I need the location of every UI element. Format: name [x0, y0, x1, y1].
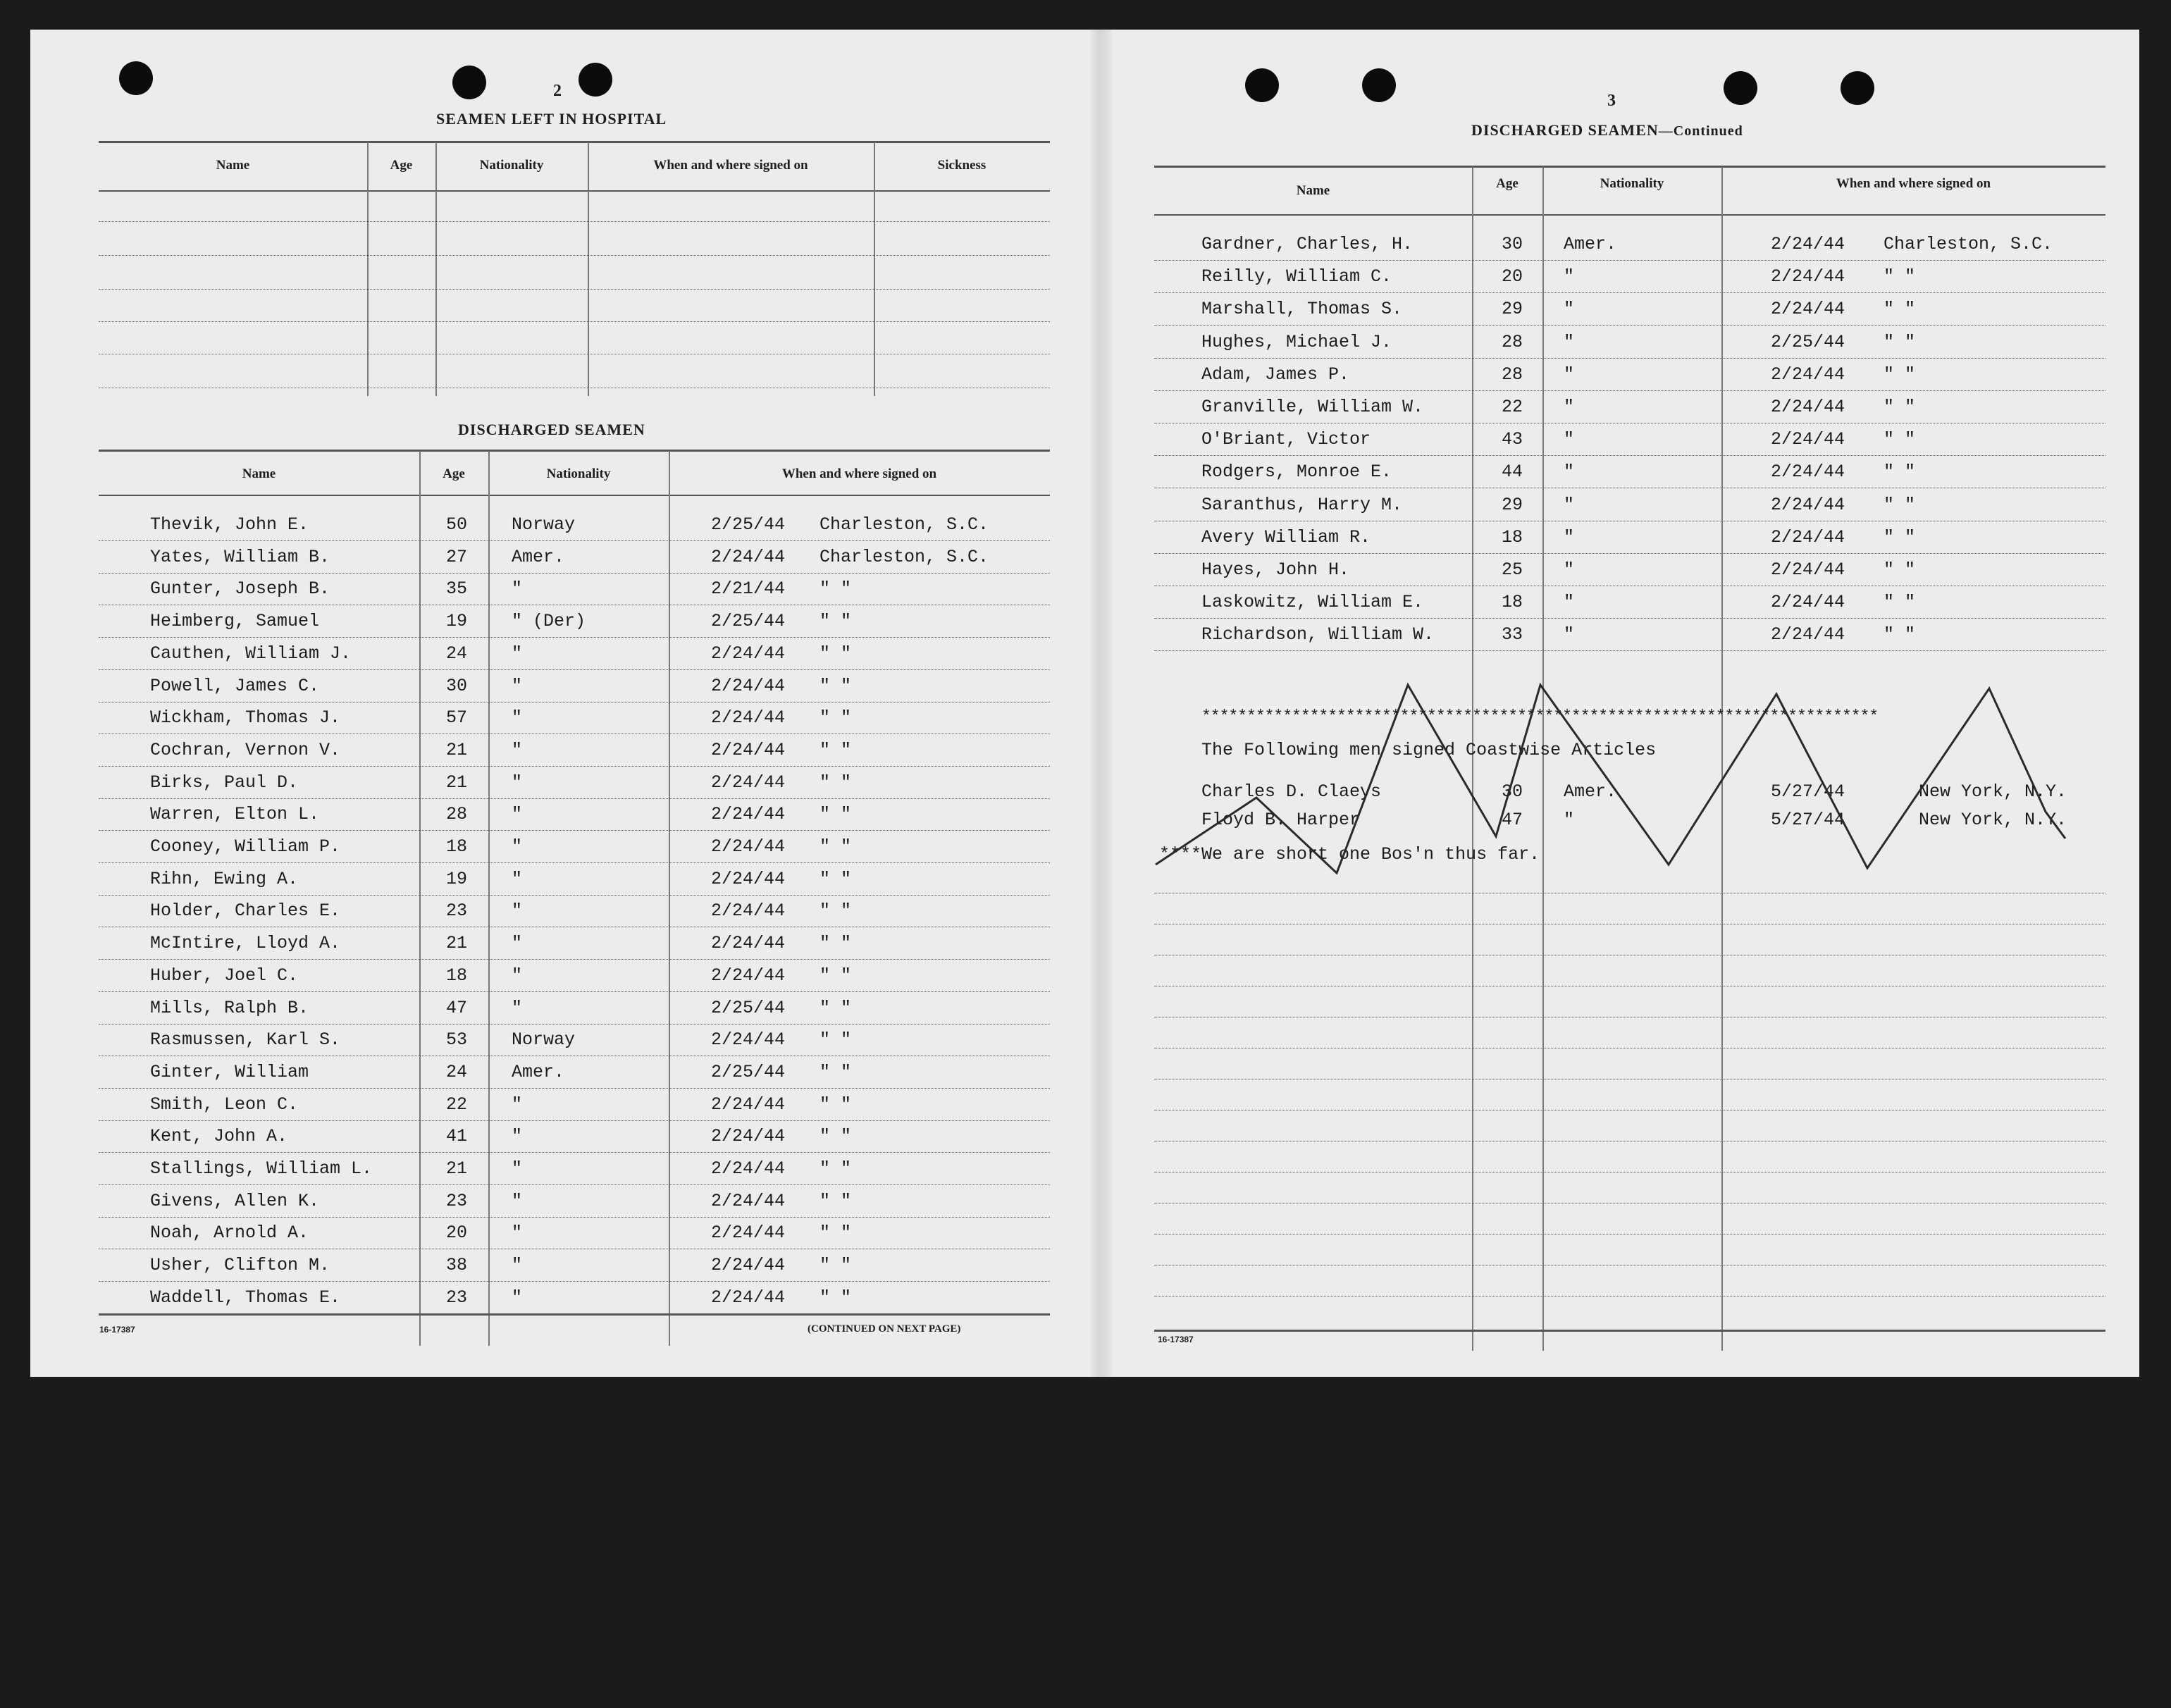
signed-on-date: 5/27/44 — [1771, 781, 1845, 802]
signed-on-place: " " — [1884, 495, 1916, 515]
signed-on-place: " " — [819, 869, 852, 889]
table-row — [30, 397, 2139, 425]
seaman-age: 50 — [446, 514, 468, 535]
signed-on-date: 2/24/44 — [711, 901, 786, 921]
discharged-col-when-where-header: When and where signed on — [781, 466, 937, 481]
signed-on-date: 2/24/44 — [1771, 266, 1845, 287]
signed-on-place: " " — [819, 1126, 852, 1146]
seaman-age: 19 — [446, 611, 468, 631]
seaman-name: Mills, Ralph B. — [150, 998, 309, 1018]
seaman-name: Gardner, Charles, H. — [1201, 234, 1414, 254]
ruled-line — [1154, 292, 2105, 293]
signed-on-date: 2/24/44 — [711, 740, 786, 760]
page-number: 3 — [1607, 92, 1616, 110]
table-row — [30, 495, 2139, 523]
table-row — [30, 332, 2139, 360]
signed-on-place: " " — [819, 965, 852, 986]
seaman-nationality: " — [1564, 266, 1575, 287]
signed-on-place: " " — [819, 901, 852, 921]
hospital-col-nationality-header: Nationality — [479, 158, 544, 173]
seaman-name: Rihn, Ewing A. — [150, 869, 299, 889]
seaman-nationality: " — [512, 772, 523, 793]
seaman-nationality: Amer. — [1564, 234, 1617, 254]
table-row — [30, 527, 2139, 555]
seaman-nationality: " — [512, 804, 523, 824]
seaman-name: Kent, John A. — [150, 1126, 288, 1146]
signed-on-date: 2/24/44 — [1771, 299, 1845, 319]
signed-on-place: New York, N.Y. — [1919, 781, 2067, 802]
coastwise-note: The Following men signed Coastwise Articles — [1201, 740, 1657, 760]
seaman-nationality: Amer. — [512, 547, 565, 567]
signed-on-place: " " — [819, 804, 852, 824]
signed-on-date: 2/24/44 — [711, 1287, 786, 1308]
signed-on-place: " " — [819, 1287, 852, 1308]
seaman-nationality: " — [512, 1158, 523, 1179]
page-title — [1471, 121, 1743, 140]
seaman-age: 47 — [1502, 810, 1523, 830]
signed-on-date: 2/24/44 — [711, 1255, 786, 1275]
seaman-nationality: " — [512, 707, 523, 728]
ruled-line — [1154, 455, 2105, 456]
ruled-line — [1154, 325, 2105, 326]
seaman-name: Adam, James P. — [1201, 364, 1350, 385]
signed-on-place: Charleston, S.C. — [819, 547, 989, 567]
signed-on-place: " " — [819, 611, 852, 631]
ruled-line — [1154, 618, 2105, 619]
seaman-age: 57 — [446, 707, 468, 728]
signed-on-place: " " — [819, 1029, 852, 1050]
ruled-line — [1154, 1296, 2105, 1297]
signed-on-place: " " — [819, 1255, 852, 1275]
seaman-nationality: " — [512, 676, 523, 696]
hospital-col-name-header: Name — [216, 158, 250, 173]
title-suffix: —Continued — [1658, 123, 1743, 139]
signed-on-date: 2/24/44 — [711, 547, 786, 567]
signed-on-date: 2/24/44 — [1771, 592, 1845, 612]
signed-on-date: 2/21/44 — [711, 578, 786, 599]
signed-on-place: Charleston, S.C. — [819, 514, 989, 535]
seaman-age: 18 — [1502, 592, 1523, 612]
signed-on-date: 2/24/44 — [711, 772, 786, 793]
signed-on-place: " " — [819, 740, 852, 760]
signed-on-place: " " — [1884, 299, 1916, 319]
seaman-nationality: Amer. — [1564, 781, 1617, 802]
seaman-nationality: " — [1564, 299, 1575, 319]
signed-on-place: " " — [819, 578, 852, 599]
seaman-nationality: " — [512, 578, 523, 599]
seaman-age: 20 — [446, 1223, 468, 1243]
signed-on-date: 2/24/44 — [711, 869, 786, 889]
seaman-nationality: " — [512, 965, 523, 986]
seaman-age: 29 — [1502, 299, 1523, 319]
signed-on-place: " " — [819, 933, 852, 953]
seaman-age: 22 — [446, 1094, 468, 1115]
signed-on-date: 2/25/44 — [711, 998, 786, 1018]
seaman-nationality: " — [512, 740, 523, 760]
table-rule — [1154, 1330, 2105, 1332]
ruled-line — [1154, 390, 2105, 391]
table-row — [30, 266, 2139, 295]
seaman-nationality: " — [512, 1126, 523, 1146]
seaman-nationality: " — [512, 998, 523, 1018]
seaman-name: Marshall, Thomas S. — [1201, 299, 1403, 319]
seaman-age: 53 — [446, 1029, 468, 1050]
short-bosn-note: ****We are short one Bos'n thus far. — [1159, 844, 1540, 865]
seaman-nationality: " — [1564, 559, 1575, 580]
seaman-name: Waddell, Thomas E. — [150, 1287, 341, 1308]
seaman-nationality: Norway — [512, 1029, 576, 1050]
signed-on-place: " " — [819, 676, 852, 696]
signed-on-place: " " — [819, 1223, 852, 1243]
signed-on-date: 2/24/44 — [711, 804, 786, 824]
seaman-name: Powell, James C. — [150, 676, 320, 696]
seaman-age: 21 — [446, 1158, 468, 1179]
signed-on-place: " " — [819, 836, 852, 857]
seaman-nationality: " — [1564, 397, 1575, 417]
seaman-name: Smith, Leon C. — [150, 1094, 299, 1115]
table-rule — [1154, 214, 2105, 216]
discharged-col-nationality-header: Nationality — [546, 466, 611, 481]
signed-on-date: 2/24/44 — [1771, 495, 1845, 515]
coastwise-row — [30, 810, 2139, 838]
continued-col-when-where-header: When and where signed on — [1836, 176, 1991, 191]
seaman-name: Cochran, Vernon V. — [150, 740, 341, 760]
discharged-section-title: DISCHARGED SEAMEN — [458, 421, 645, 438]
seaman-age: 38 — [446, 1255, 468, 1275]
seaman-age: 47 — [446, 998, 468, 1018]
signed-on-place: New York, N.Y. — [1919, 810, 2067, 830]
seaman-age: 30 — [446, 676, 468, 696]
ruled-line — [1154, 260, 2105, 261]
seaman-age: 24 — [446, 1062, 468, 1082]
signed-on-place: " " — [1884, 592, 1916, 612]
ledger-sheet — [30, 30, 2139, 1377]
seaman-name: Huber, Joel C. — [150, 965, 299, 986]
seaman-name: Gunter, Joseph B. — [150, 578, 330, 599]
seaman-nationality: Amer. — [512, 1062, 565, 1082]
signed-on-place: " " — [1884, 266, 1916, 287]
seaman-name: Charles D. Claeys — [1201, 781, 1382, 802]
signed-on-place: " " — [819, 643, 852, 664]
seaman-nationality: " — [1564, 527, 1575, 547]
seaman-name: O'Briant, Victor — [1201, 429, 1371, 450]
signed-on-place: " " — [1884, 332, 1916, 352]
signed-on-place: " " — [819, 1158, 852, 1179]
hospital-section-title: SEAMEN LEFT IN HOSPITAL — [436, 110, 667, 128]
seaman-age: 21 — [446, 740, 468, 760]
seaman-nationality: " — [1564, 592, 1575, 612]
signed-on-place: Charleston, S.C. — [1884, 234, 2053, 254]
seaman-name: Thevik, John E. — [150, 514, 309, 535]
seaman-age: 20 — [1502, 266, 1523, 287]
signed-on-date: 2/24/44 — [711, 1029, 786, 1050]
page-number: 2 — [553, 82, 562, 100]
signed-on-date: 2/24/44 — [711, 1158, 786, 1179]
seaman-name: Ginter, William — [150, 1062, 309, 1082]
table-row — [30, 299, 2139, 327]
table-row — [30, 429, 2139, 457]
seaman-age: 25 — [1502, 559, 1523, 580]
signed-on-date: 2/24/44 — [1771, 397, 1845, 417]
seaman-name: Laskowitz, William E. — [1201, 592, 1424, 612]
signed-on-place: " " — [819, 998, 852, 1018]
signed-on-place: " " — [1884, 462, 1916, 482]
continued-col-nationality-header: Nationality — [1600, 176, 1664, 191]
asterisk-separator: *************************************************************************** — [1201, 707, 1879, 726]
signed-on-place: " " — [819, 772, 852, 793]
seaman-name: Reilly, William C. — [1201, 266, 1392, 287]
hospital-col-sickness-header: Sickness — [937, 158, 986, 173]
signed-on-date: 5/27/44 — [1771, 810, 1845, 830]
seaman-nationality: " — [512, 869, 523, 889]
signed-on-place: " " — [1884, 527, 1916, 547]
signed-on-date: 2/24/44 — [1771, 234, 1845, 254]
seaman-name: Richardson, William W. — [1201, 624, 1435, 645]
hospital-col-age-header: Age — [390, 158, 413, 173]
seaman-name: Cooney, William P. — [150, 836, 341, 857]
signed-on-date: 2/24/44 — [711, 707, 786, 728]
seaman-age: 18 — [1502, 527, 1523, 547]
seaman-nationality: " — [512, 901, 523, 921]
signed-on-date: 2/24/44 — [1771, 559, 1845, 580]
seaman-nationality: " — [1564, 462, 1575, 482]
seaman-nationality: " — [512, 1255, 523, 1275]
ruled-line — [1154, 553, 2105, 554]
table-row — [30, 364, 2139, 392]
signed-on-date: 2/25/44 — [711, 1062, 786, 1082]
signed-on-place: " " — [819, 1094, 852, 1115]
seaman-age: 43 — [1502, 429, 1523, 450]
seaman-age: 28 — [446, 804, 468, 824]
signed-on-place: " " — [819, 1191, 852, 1211]
signed-on-place: " " — [819, 707, 852, 728]
seaman-nationality: " — [512, 643, 523, 664]
seaman-nationality: " (Der) — [512, 611, 586, 631]
table-row — [30, 462, 2139, 490]
seaman-nationality: " — [512, 1287, 523, 1308]
seaman-name: Stallings, William L. — [150, 1158, 373, 1179]
signed-on-date: 2/24/44 — [1771, 429, 1845, 450]
seaman-nationality: " — [512, 1191, 523, 1211]
signed-on-place: " " — [1884, 429, 1916, 450]
right-page — [30, 30, 2139, 1377]
table-row — [30, 592, 2139, 620]
seaman-name: Wickham, Thomas J. — [150, 707, 341, 728]
discharged-col-name-header: Name — [242, 466, 276, 481]
seaman-name: Hayes, John H. — [1201, 559, 1350, 580]
continued-note: (CONTINUED ON NEXT PAGE) — [808, 1323, 961, 1335]
signed-on-place: " " — [1884, 397, 1916, 417]
table-rule — [1154, 166, 2105, 168]
seaman-age: 18 — [446, 965, 468, 986]
seaman-age: 30 — [1502, 781, 1523, 802]
seaman-name: Usher, Clifton M. — [150, 1255, 330, 1275]
signed-on-date: 2/24/44 — [1771, 462, 1845, 482]
signed-on-place: " " — [1884, 364, 1916, 385]
signed-on-date: 2/25/44 — [1771, 332, 1845, 352]
signed-on-date: 2/24/44 — [1771, 364, 1845, 385]
seaman-age: 28 — [1502, 364, 1523, 385]
table-row — [30, 234, 2139, 262]
title-main: DISCHARGED SEAMEN — [1471, 121, 1659, 139]
continued-col-name-header: Name — [1296, 183, 1330, 198]
seaman-age: 22 — [1502, 397, 1523, 417]
seaman-age: 24 — [446, 643, 468, 664]
seaman-age: 35 — [446, 578, 468, 599]
seaman-name: Holder, Charles E. — [150, 901, 341, 921]
signed-on-date: 2/24/44 — [711, 836, 786, 857]
seaman-name: Rodgers, Monroe E. — [1201, 462, 1392, 482]
seaman-name: Birks, Paul D. — [150, 772, 299, 793]
seaman-age: 23 — [446, 1191, 468, 1211]
seaman-nationality: " — [1564, 624, 1575, 645]
signed-on-date: 2/24/44 — [711, 933, 786, 953]
signed-on-date: 2/24/44 — [711, 676, 786, 696]
seaman-age: 27 — [446, 547, 468, 567]
seaman-name: Warren, Elton L. — [150, 804, 320, 824]
seaman-age: 23 — [446, 1287, 468, 1308]
signed-on-date: 2/24/44 — [711, 965, 786, 986]
seaman-nationality: " — [512, 1223, 523, 1243]
signed-on-date: 2/24/44 — [711, 1126, 786, 1146]
hospital-col-when-where-header: When and where signed on — [653, 158, 808, 173]
seaman-age: 41 — [446, 1126, 468, 1146]
seaman-nationality: " — [512, 836, 523, 857]
seaman-nationality: Norway — [512, 514, 576, 535]
seaman-name: Cauthen, William J. — [150, 643, 352, 664]
continued-col-age-header: Age — [1496, 176, 1519, 191]
ruled-line — [1154, 358, 2105, 359]
seaman-name: Yates, William B. — [150, 547, 330, 567]
signed-on-date: 2/24/44 — [711, 1094, 786, 1115]
seaman-age: 28 — [1502, 332, 1523, 352]
seaman-name: Saranthus, Harry M. — [1201, 495, 1403, 515]
seaman-age: 33 — [1502, 624, 1523, 645]
seaman-nationality: " — [512, 933, 523, 953]
signed-on-place: " " — [1884, 559, 1916, 580]
seaman-age: 19 — [446, 869, 468, 889]
signed-on-date: 2/24/44 — [711, 1191, 786, 1211]
seaman-age: 23 — [446, 901, 468, 921]
form-number: 16-17387 — [1158, 1335, 1194, 1344]
seaman-name: Rasmussen, Karl S. — [150, 1029, 341, 1050]
seaman-age: 29 — [1502, 495, 1523, 515]
seaman-nationality: " — [1564, 810, 1575, 830]
seaman-name: Floyd B. Harper — [1201, 810, 1361, 830]
signed-on-date: 2/24/44 — [1771, 624, 1845, 645]
seaman-nationality: " — [1564, 429, 1575, 450]
seaman-name: Avery William R. — [1201, 527, 1371, 547]
signed-on-date: 2/24/44 — [1771, 527, 1845, 547]
table-row — [30, 559, 2139, 588]
discharged-col-age-header: Age — [443, 466, 465, 481]
seaman-name: Granville, William W. — [1201, 397, 1424, 417]
seaman-nationality: " — [1564, 495, 1575, 515]
form-number: 16-17387 — [99, 1325, 135, 1335]
seaman-name: Noah, Arnold A. — [150, 1223, 309, 1243]
signed-on-date: 2/25/44 — [711, 514, 786, 535]
signed-on-place: " " — [1884, 624, 1916, 645]
signed-on-place: " " — [819, 1062, 852, 1082]
seaman-nationality: " — [512, 1094, 523, 1115]
seaman-name: Givens, Allen K. — [150, 1191, 320, 1211]
table-row — [30, 624, 2139, 652]
signed-on-date: 2/25/44 — [711, 611, 786, 631]
ruled-line — [1154, 650, 2105, 651]
seaman-age: 21 — [446, 772, 468, 793]
signed-on-date: 2/24/44 — [711, 643, 786, 664]
seaman-age: 44 — [1502, 462, 1523, 482]
seaman-nationality: " — [1564, 332, 1575, 352]
seaman-name: McIntire, Lloyd A. — [150, 933, 341, 953]
seaman-age: 21 — [446, 933, 468, 953]
seaman-nationality: " — [1564, 364, 1575, 385]
coastwise-row — [30, 781, 2139, 810]
signed-on-date: 2/24/44 — [711, 1223, 786, 1243]
seaman-name: Hughes, Michael J. — [1201, 332, 1392, 352]
seaman-age: 18 — [446, 836, 468, 857]
seaman-name: Heimberg, Samuel — [150, 611, 320, 631]
seaman-age: 30 — [1502, 234, 1523, 254]
